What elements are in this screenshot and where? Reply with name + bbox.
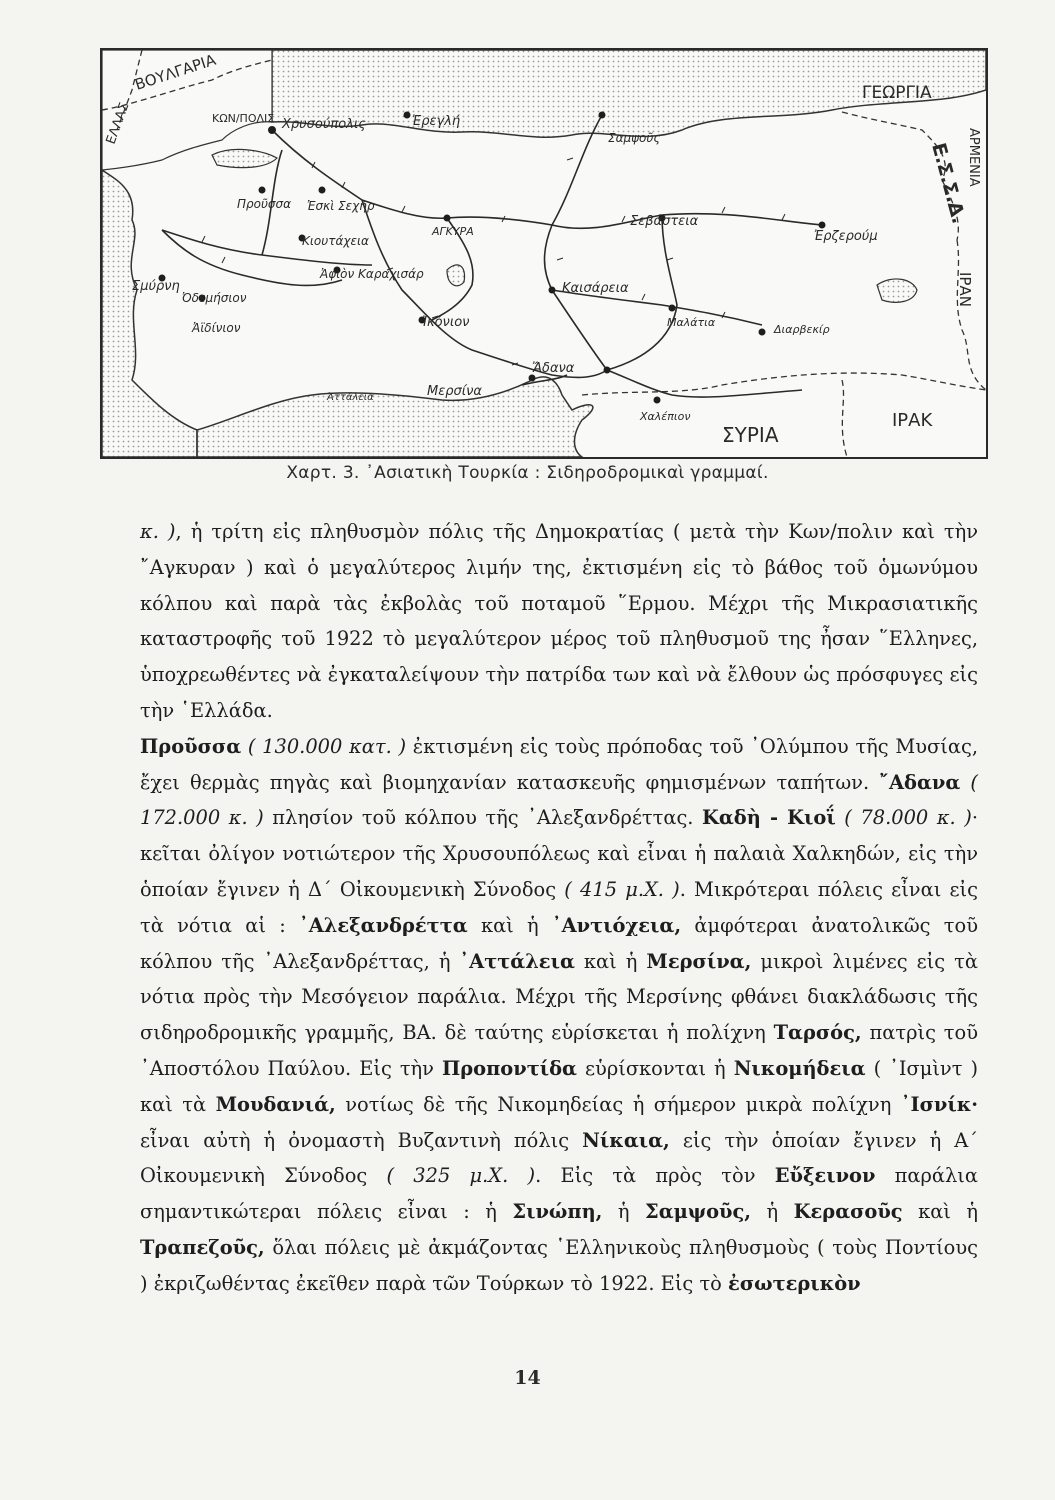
text-run: ἀμφότεραι ἀνατολικῶς τοῦ κόλπου τῆς ᾿Αλεξανδρέττας, ἡ: [140, 913, 978, 973]
text-run: ἡ: [751, 1200, 794, 1224]
population: ( 78.000 κ. ): [835, 806, 972, 830]
label-kioutacheia: Κιουτάχεια: [302, 234, 369, 248]
population: ( 130.000 κατ. ): [241, 734, 407, 758]
label-ankara: ΑΓΚΥΡΑ: [432, 225, 474, 238]
text-run: ἡ: [602, 1200, 646, 1224]
city-adana: ῎Αδανα: [879, 770, 961, 794]
label-ussr: Ε.Σ.Σ.Δ.: [927, 140, 970, 226]
city-tarsos: Ταρσός,: [773, 1021, 862, 1045]
population: ( 172.000 κ. ): [140, 770, 978, 830]
label-eskisehir: Ἐσκὶ Σεχὴρ: [307, 199, 375, 213]
body-text: [140, 514, 978, 1302]
date: ( 415 μ.Χ. ): [564, 877, 680, 901]
text-run: εἶναι αὐτὴ ἡ ὀνομαστὴ Βυζαντινὴ πόλις: [140, 1128, 583, 1152]
label-adana: Ἄδανα: [532, 361, 575, 376]
railway-map: [100, 48, 988, 459]
label-diyarbakir: Διαρβεκίρ: [774, 323, 830, 336]
city-prousa: Προῦσσα: [140, 734, 242, 758]
label-syria: ΣΥΡΙΑ: [722, 423, 779, 447]
city-sinopi: Σινώπη,: [512, 1200, 603, 1224]
region-propontis: Προποντίδα: [441, 1056, 577, 1080]
label-georgia: ΓΕΩΡΓΙΑ: [862, 83, 932, 103]
label-sebasteia: Σεβάστεια: [630, 214, 699, 229]
salt-lake: [447, 265, 465, 286]
aegean-sea: [102, 170, 197, 457]
date: ( 325 μ.Χ. ): [386, 1164, 536, 1188]
label-iraq: ΙΡΑΚ: [892, 410, 933, 431]
city-trapezous: Τραπεζοῦς,: [140, 1235, 265, 1259]
van-lake: [877, 279, 917, 302]
map-caption: Χαρτ. 3. ᾿Ασιατικὴ Τουρκία : Σιδηροδρομικαὶ γραμμαί.: [286, 463, 769, 483]
label-kaisareia: Καισάρεια: [562, 281, 629, 296]
text-run: μικροὶ λιμένες εἰς τὰ νότια πρὸς τὴν Μεσόγειον παράλια. Μέχρι τῆς Μερσίνης φθάνει διακλάδωσις τῆς σιδηροδρομικῆς γραμμῆς, ΒΑ. δὲ ταύτης εὑρίσκεται ἡ πολίχνη: [140, 949, 978, 1045]
city-moudania: Μουδανιά,: [215, 1092, 336, 1116]
label-prousa: Προῦσσα: [237, 197, 292, 211]
city-kadikioi: Καδὴ - Κιοΐ: [702, 806, 836, 830]
label-afyon: Ἀφιὸν Καραχισάρ: [320, 267, 424, 281]
label-konpolis: ΚΩΝ/ΠΟΛΙΣ: [212, 112, 275, 125]
sea-euxeinos: Εὔξεινον: [774, 1164, 876, 1188]
text-run: , ἡ τρίτη εἰς πληθυσμὸν πόλις τῆς Δημοκρατίας ( μετὰ τὴν Κων/πολιν καὶ τὴν ῎Αγκυραν ) καὶ ὁ μεγαλύτερος λιμήν της, ἐκτισμένη εἰς τὸ βάθος τοῦ ὁμωνύμου κόλπου καὶ παρὰ τὰς ἐκβολὰς τοῦ ποταμοῦ ῞Ερμου. Μέχρι τῆς Μικρασιατικῆς καταστροφῆς τοῦ 1922 τὸ μεγαλύτερον μέρος τοῦ πληθυσμοῦ της ἦσαν ῞Ελληνες, ὑποχρεωθέντες νὰ ἐγκαταλείψουν τὴν πατρίδα των καὶ νὰ ἔλθουν ὡς πρόσφυγες εἰς τὴν ῾Ελλάδα.: [140, 520, 978, 722]
label-greece: ΕΛΛΑΣ: [103, 100, 133, 147]
label-eregli: Ἐρεγλή: [412, 114, 461, 129]
label-aleppo: Χαλέπιον: [640, 410, 691, 423]
text-run: ( ᾿Ισμὶντ ) καὶ τὰ: [140, 1056, 979, 1116]
text-run: νοτίως δὲ τῆς Νικομηδείας ἡ σήμερον μικρὰ πολίχνη: [335, 1092, 901, 1116]
text-run: . Μικρότεραι πόλεις εἶναι εἰς τὰ νότια αἱ :: [140, 877, 978, 937]
text-run: πλησίον τοῦ κόλπου τῆς ᾿Αλεξανδρέττας.: [263, 806, 703, 830]
label-samsun: Σαμψοῦς: [608, 131, 661, 145]
label-chrysoupolis: Χρυσούπολις: [282, 117, 366, 132]
map-graphic: [102, 50, 986, 457]
label-mersina: Μερσίνα: [427, 384, 482, 399]
paragraph-2: [140, 729, 978, 1302]
city-attaleia: ᾿Αττάλεια: [459, 949, 575, 973]
label-malatya: Μαλάτια: [667, 316, 716, 329]
city-antiocheia: ᾿Αντιόχεια,: [551, 913, 682, 937]
label-erzurum: Ἐρζερούμ: [814, 229, 878, 244]
marmara-sea: [212, 149, 277, 167]
text-run: εἰς τὴν ὁποίαν ἔγινεν ἡ Α΄ Οἰκουμενικὴ Σύνοδος: [140, 1128, 978, 1188]
text-run: παράλια σημαντικώτεραι πόλεις εἶναι : ἡ: [140, 1164, 979, 1224]
city-sampsous: Σαμψοῦς,: [645, 1200, 752, 1224]
page-number: 14: [514, 1367, 541, 1389]
city-nikaia: Νίκαια,: [582, 1128, 670, 1152]
label-bulgaria: ΒΟΥΛΓΑΡΙΑ: [132, 50, 219, 94]
label-ikonion: Ἰκόνιον: [422, 315, 470, 330]
label-antalya: Ἀττάλεια: [327, 392, 374, 403]
paragraph-1: [140, 514, 978, 729]
mediterranean-sea: [197, 377, 593, 457]
text-run: · κεῖται ὀλίγον νοτιώτερον τῆς Χρυσουπόλεως καὶ εἶναι ἡ παλαιὰ Χαλκηδών, εἰς τὴν ὁποίαν ἔγινεν ἡ Δ΄ Οἰκουμενικὴ Σύνοδος: [140, 806, 978, 901]
text-run: ἐκτισμένη εἰς τοὺς πρόποδας τοῦ ᾿Ολύμπου τῆς Μυσίας, ἔχει θερμὰς πηγὰς καὶ βιομηχανίαν κατασκευῆς φημισμένων ταπήτων.: [140, 734, 978, 794]
city-alexandretta: ᾿Αλεξανδρέττα: [299, 913, 468, 937]
text-run: . Εἰς τὰ πρὸς τὸν: [535, 1164, 775, 1188]
text-run: καὶ ἡ: [467, 913, 552, 937]
city-kerasous: Κερασοῦς: [793, 1200, 903, 1224]
label-iran: ΙΡΑΝ: [956, 272, 974, 307]
text-run: καὶ ἡ: [574, 949, 647, 973]
city-nikomideia: Νικομήδεια: [733, 1056, 866, 1080]
city-isnik: ᾿Ισνίκ·: [900, 1092, 978, 1116]
text-run: πατρὶς τοῦ ᾿Αποστόλου Παύλου. Εἰς τὴν: [140, 1021, 978, 1080]
label-smyrni: Σμύρνη: [132, 279, 180, 294]
city-mersina: Μερσίνα,: [646, 949, 752, 973]
label-aidinion: Ἀϊδίνιον: [192, 321, 241, 335]
text-run: καὶ ἡ: [902, 1200, 979, 1224]
text-run: εὑρίσκονται ἡ: [576, 1056, 734, 1080]
text-run: ὅλαι πόλεις μὲ ἀκμάζοντας ῾Ελληνικοὺς πληθυσμοὺς ( τοὺς Ποντίους ) ἐκριζωθέντας ἐκεῖθεν παρὰ τῶν Τούρκων τὸ 1922. Εἰς τὸ: [140, 1235, 978, 1295]
pop-abbrev: κ. ): [140, 520, 176, 543]
label-odemision: Ὀδεμήσιον: [182, 291, 247, 305]
label-armenia: ΑΡΜΕΝΙΑ: [966, 128, 981, 187]
region-interior: ἐσωτερικὸν: [728, 1271, 861, 1295]
